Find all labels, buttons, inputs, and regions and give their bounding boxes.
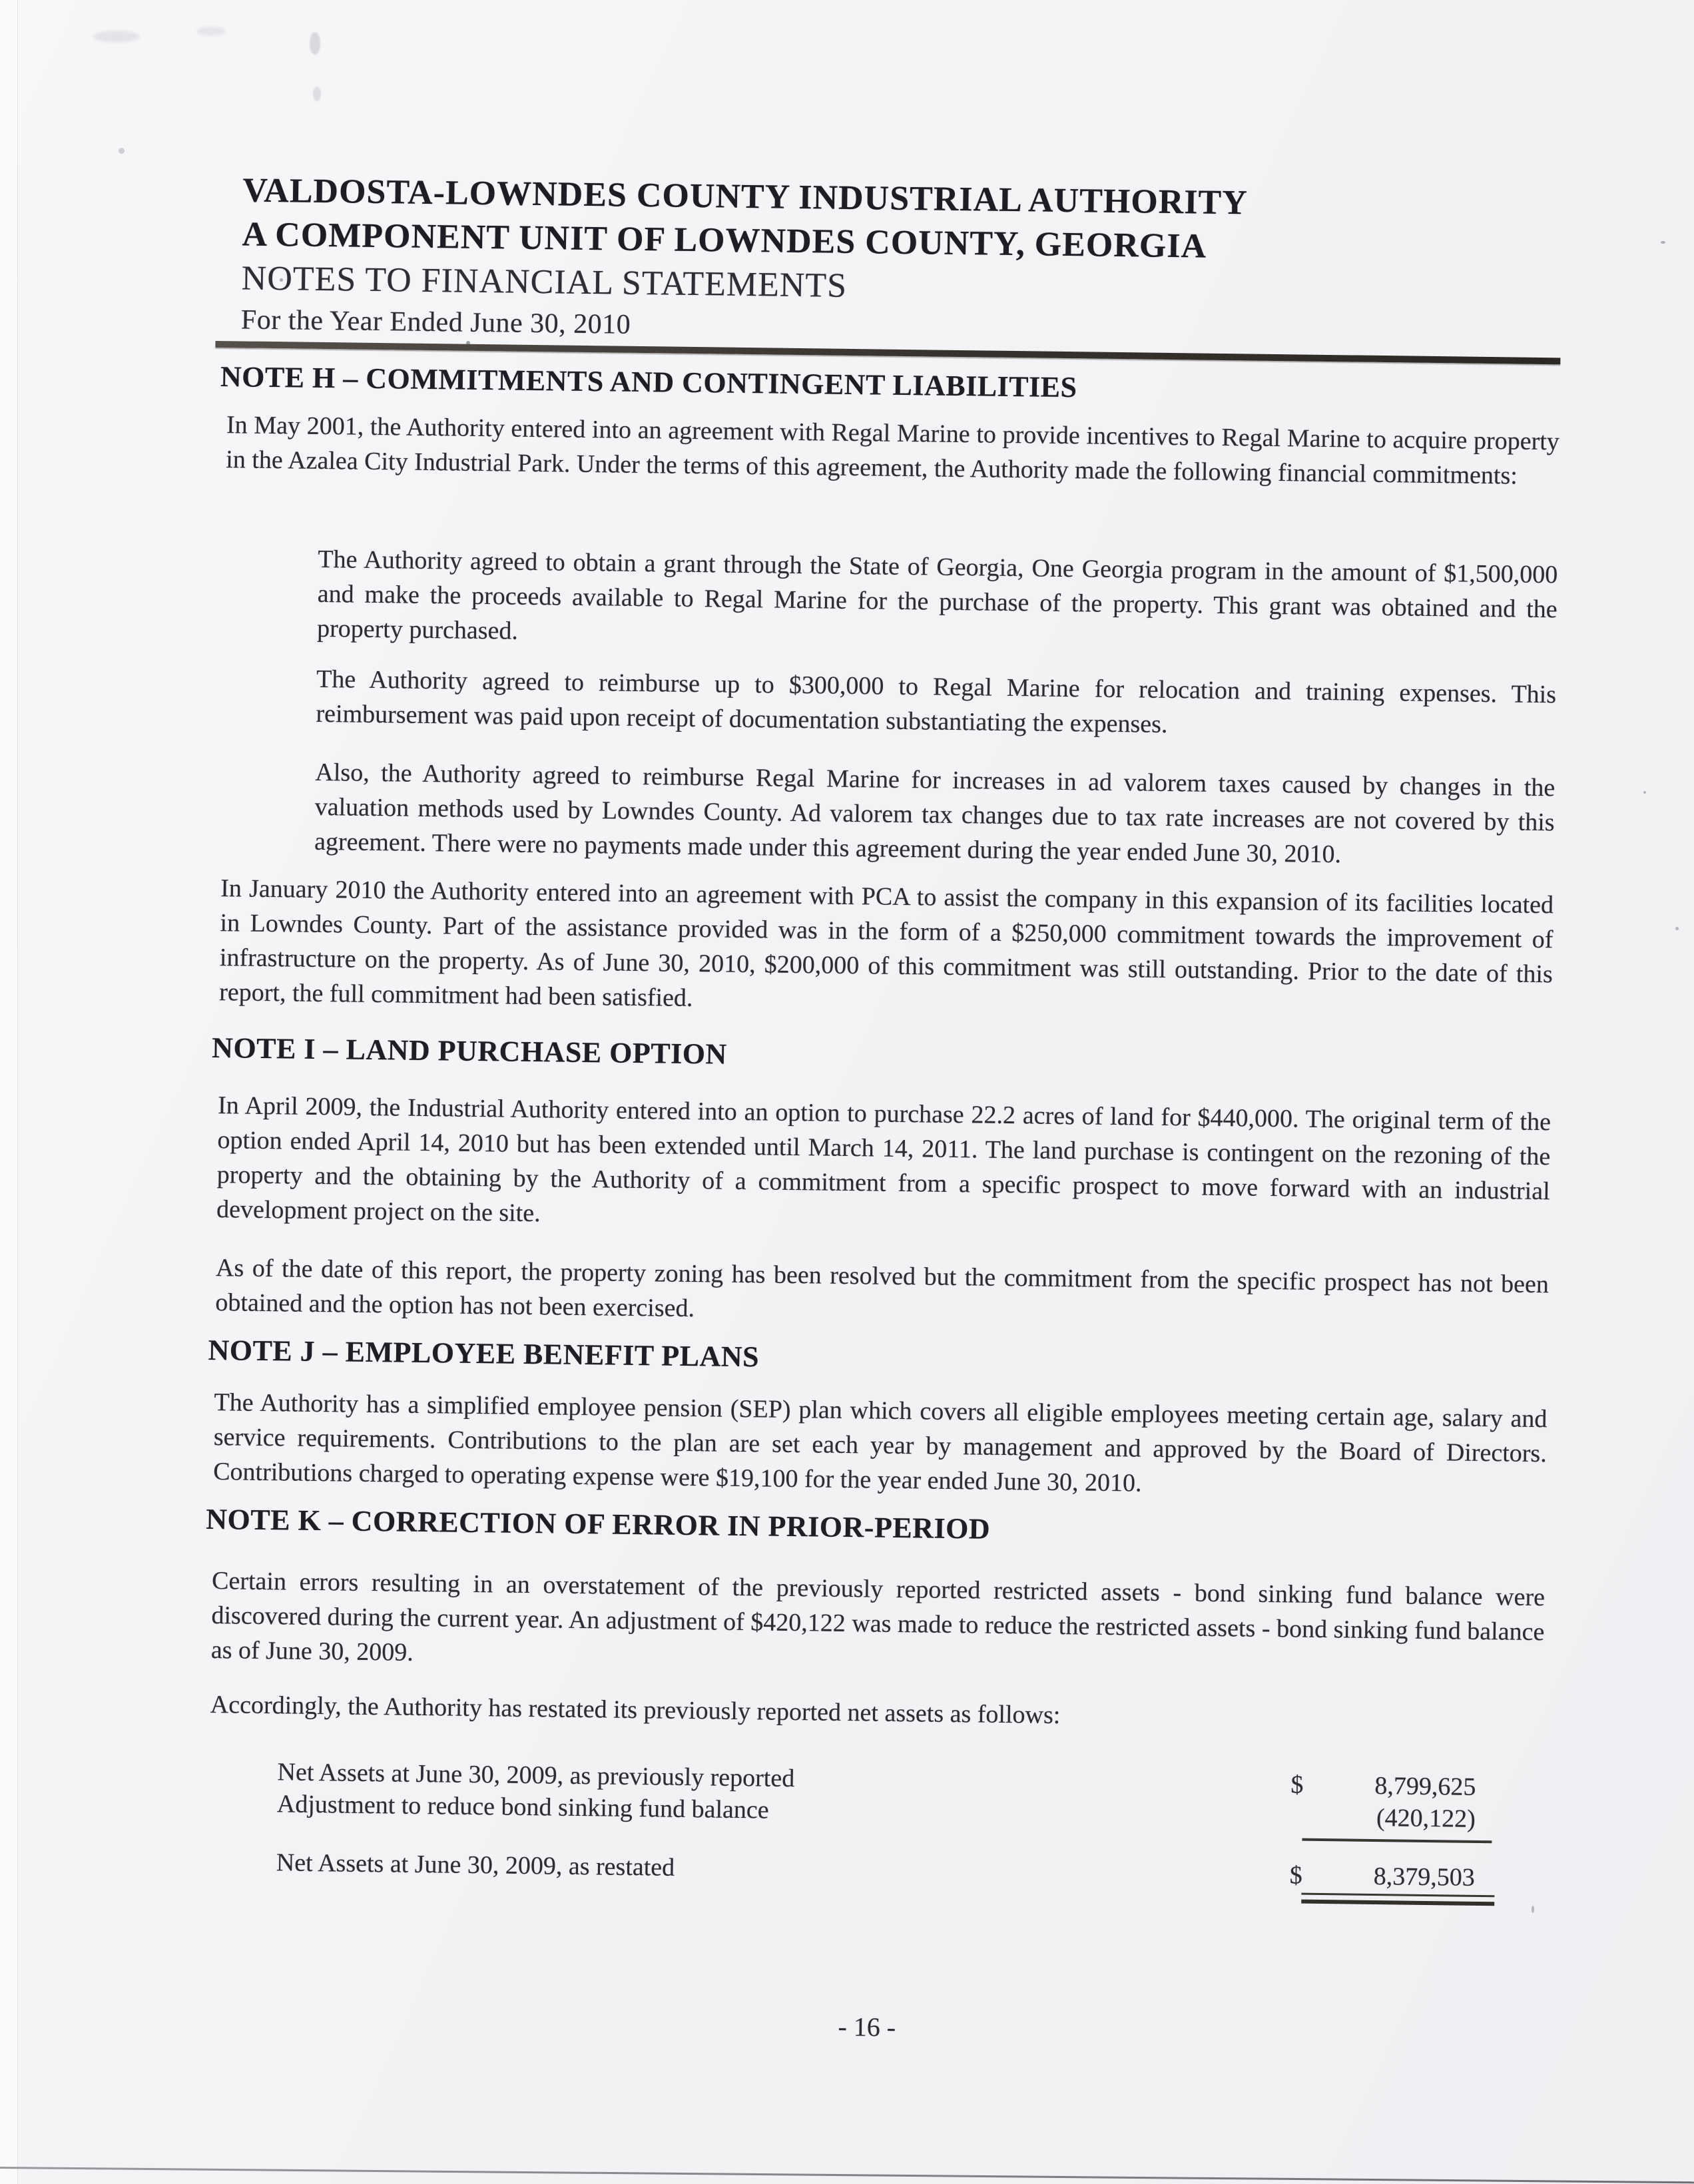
table-row-amount: 8,379,503 xyxy=(1373,1862,1475,1892)
scan-speck xyxy=(1675,927,1679,930)
total-double-underline-bottom xyxy=(1301,1900,1494,1906)
note-h-commitment-3: Also, the Authority agreed to reimburse Regal Marine for increases in ad valorem taxes caused by changes in the valuation methods used by Lowndes County. Ad valorem tax changes due to tax rate increases are not covered by this agreement. There were no payments made under this agreement during the year ended June 30, 2010. xyxy=(314,758,1555,869)
note-h-pca-paragraph: In January 2010 the Authority entered into an agreement with PCA to assist the company in this expansion of its facilities located in Lowndes County. Part of the assistance provided was in the form of a $250,000 commitment towards the improvement of infrastructure on the property. As of June 30, 2010, $200,000 of this commitment was still outstanding. Prior to the date of this report, the full commitment had been satisfied. xyxy=(219,874,1554,1013)
scan-speck xyxy=(119,148,125,154)
note-i-paragraph-1: In April 2009, the Industrial Authority entered into an option to purchase 22.2 acres of land for $440,000. The original term of the option ended April 14, 2010 but has been extended until March 14, 2011. The land purchase is contingent on the rezoning of the property and the obtaining by the Authority of a commitment from a specific prospect to move forward with an industrial development project on the site. xyxy=(216,1091,1552,1228)
table-row-label: Net Assets at June 30, 2009, as restated xyxy=(276,1848,675,1882)
note-i-heading: NOTE I – LAND PURCHASE OPTION xyxy=(211,1031,728,1071)
note-k-paragraph-1: Certain errors resulting in an overstatement of the previously reported restricted assets - bond sinking fund balance were discovered during the current year. An adjustment of $420,122 was made to reduce the restricted assets - bond sinking fund balance as of June 30, 2009. xyxy=(210,1567,1546,1667)
note-j-paragraph-1: The Authority has a simplified employee pension (SEP) plan which covers all eligible employees meeting certain age, salary and service requirements. Contributions to the plan are set each year by management and approved by the Board of Directors. Contributions charged to operating expense were $19,100 for the year ended June 30, 2010. xyxy=(212,1388,1548,1498)
page-number: - 16 - xyxy=(838,2011,896,2042)
note-j-heading: NOTE J – EMPLOYEE BENEFIT PLANS xyxy=(208,1333,760,1374)
document-content xyxy=(192,0,1565,2184)
table-row-amount: 8,799,625 xyxy=(1374,1772,1476,1801)
scan-smudge xyxy=(93,31,140,43)
scan-speck xyxy=(1661,241,1665,244)
component-unit-line: A COMPONENT UNIT OF LOWNDES COUNTY, GEORGIA xyxy=(242,215,1207,266)
scanner-edge-strip xyxy=(0,0,18,2184)
table-row-amount: (420,122) xyxy=(1376,1804,1476,1833)
subtotal-underline xyxy=(1302,1838,1492,1844)
table-row-label: Adjustment to reduce bond sinking fund balance xyxy=(276,1790,769,1824)
period-line: For the Year Ended June 30, 2010 xyxy=(240,304,631,340)
scan-speck xyxy=(1643,791,1646,794)
note-h-heading: NOTE H – COMMITMENTS AND CONTINGENT LIABILITIES xyxy=(220,360,1077,404)
table-row xyxy=(276,1848,1475,1898)
note-h-commitment-1: The Authority agreed to obtain a grant through the State of Georgia, One Georgia program in the amount of $1,500,000 and make the proceeds available to Regal Marine for the purchase of the property. This grant was obtained and the property purchased. xyxy=(316,545,1558,645)
table-row-label: Net Assets at June 30, 2009, as previously reported xyxy=(277,1758,795,1793)
note-k-heading: NOTE K – CORRECTION OF ERROR IN PRIOR-PERIOD xyxy=(206,1502,991,1545)
note-h-intro-paragraph: In May 2001, the Authority entered into an agreement with Regal Marine to provide incentives to Regal Marine to acquire property in the Azalea City Industrial Park. Under the terms of this agreement, the Authority made the following financial commitments: xyxy=(226,411,1560,490)
note-k-paragraph-2: Accordingly, the Authority has restated its previously reported net assets as follows: xyxy=(210,1691,1061,1730)
currency-symbol: $ xyxy=(1290,1771,1304,1799)
org-name-line: VALDOSTA-LOWNDES COUNTY INDUSTRIAL AUTHORITY xyxy=(242,171,1249,222)
note-i-paragraph-2: As of the date of this report, the property zoning has been resolved but the commitment from the specific prospect has not been obtained and the option has not been exercised. xyxy=(215,1254,1550,1323)
note-h-commitment-2: The Authority agreed to reimburse up to $300,000 to Regal Marine for relocation and training expenses. This reimbursement was paid upon receipt of documentation substantiating the expenses. xyxy=(316,665,1557,738)
currency-symbol: $ xyxy=(1289,1861,1302,1890)
document-title: NOTES TO FINANCIAL STATEMENTS xyxy=(241,259,848,305)
